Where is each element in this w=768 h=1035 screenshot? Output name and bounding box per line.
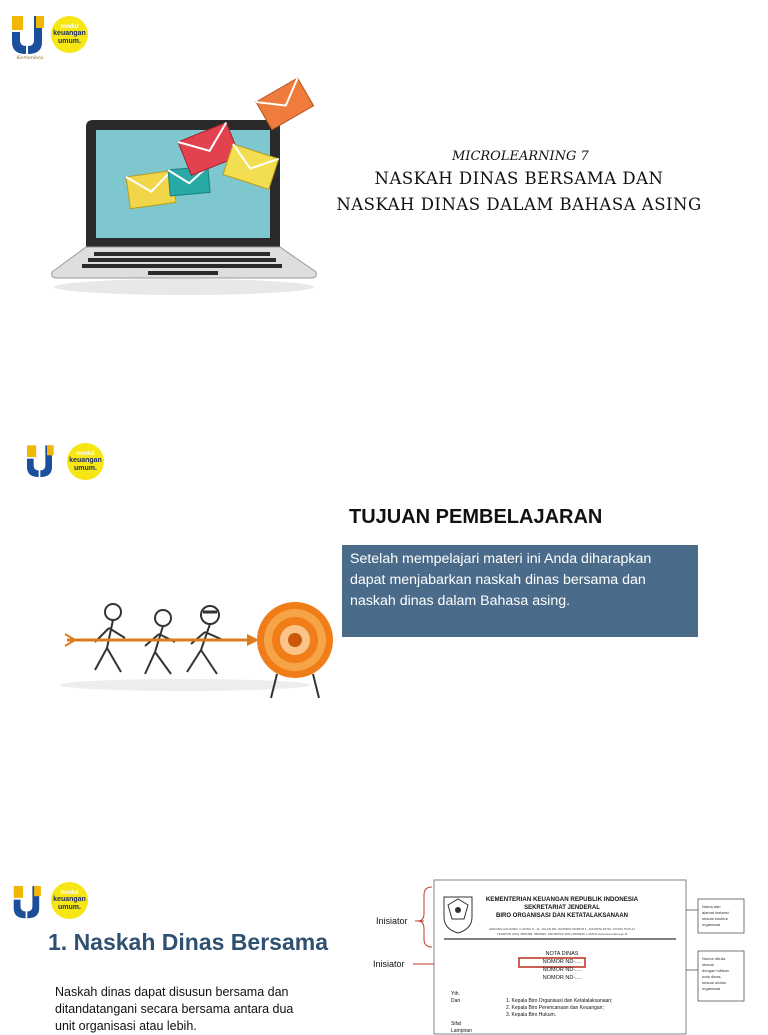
kop-address-2: TELEPON (021) 3846465, 3866929, FAKSIMILE (021) 3866930, LAMAN www.kemenkeu.go.id xyxy=(496,932,628,936)
note2-line1: Nomor ditulis xyxy=(702,956,726,961)
logo-line1: modul xyxy=(60,24,79,30)
note2-line6: organisasi xyxy=(702,986,721,991)
objective-line3: naskah dinas dalam Bahasa asing. xyxy=(350,593,571,609)
logo-line1: modul xyxy=(76,451,95,457)
body-line2: ditandatangani secara bersama antara dua xyxy=(55,1002,294,1016)
note1-line2: alamat instansi xyxy=(702,910,729,915)
kop-line3: BIRO ORGANISASI DAN KETATALAKSANAAN xyxy=(496,913,628,919)
logo-line2: keuangan xyxy=(53,896,86,904)
section-heading: 1. Naskah Dinas Bersama xyxy=(48,929,328,955)
objective-line2: dapat menjabarkan naskah dinas bersama dan xyxy=(350,572,646,588)
cover-title-line1: NASKAH DINAS BERSAMA DAN xyxy=(374,169,664,188)
logo-line1: modul xyxy=(60,890,79,896)
logo-line2: keuangan xyxy=(69,457,102,465)
note2-line3: dengan tuliisan xyxy=(702,968,729,973)
kop-line1: KEMENTERIAN KEUANGAN REPUBLIK INDONESIA xyxy=(485,896,639,903)
field-dari: Dari xyxy=(451,998,461,1004)
logo-line2: keuangan xyxy=(53,30,86,38)
field-lampiran: Lampiran xyxy=(451,1028,472,1034)
kop-address-1: GEDUNG DJUANDA I LANTAI 9 - 11, JALAN DR. WAHIDIN NOMOR 1, JAKARTA 10710, KOTAK POS 21 xyxy=(489,927,635,931)
slide-objective xyxy=(0,430,768,760)
target-figures-illustration xyxy=(55,590,345,695)
objective-line1: Setelah mempelajari materi ini Anda diharapkan xyxy=(350,551,652,567)
field-yth: Yth. xyxy=(451,991,460,997)
objective-box xyxy=(342,545,698,637)
microlearning-label: MICROLEARNING 7 xyxy=(452,149,589,164)
kemenkeu-logo-text: Kemenkeu xyxy=(16,55,44,61)
laptop-envelopes-illustration xyxy=(48,82,320,297)
note2-line5: sesuai urutan xyxy=(702,980,727,985)
section-body xyxy=(55,984,335,1035)
modul-keuangan-logo xyxy=(51,882,88,919)
logo-line3: umum. xyxy=(58,903,81,911)
initiator-label-1: Inisiator xyxy=(376,916,408,926)
field-sifat: Sifat xyxy=(451,1021,462,1027)
cover-title-line2: NASKAH DINAS DALAM BAHASA ASING xyxy=(336,195,702,214)
garuda-emblem-icon xyxy=(444,897,472,933)
dari-item-1: 1. Kepala Biro Organisasi dan Ketatalaksanaan; xyxy=(506,998,613,1004)
slide-cover xyxy=(0,0,768,345)
modul-keuangan-logo xyxy=(67,443,104,480)
body-line3: unit organisasi atau lebih. xyxy=(55,1019,197,1033)
nota-dinas-example-image xyxy=(362,875,747,1034)
initiator-label-2: Inisiator xyxy=(373,959,405,969)
body-line1: Naskah dinas dapat disusun bersama dan xyxy=(55,985,289,999)
note1-line4: organisasi xyxy=(702,922,721,927)
kemenkeu-logo-icon xyxy=(12,882,46,924)
slide-naskah-bersama xyxy=(0,865,768,1034)
note2-line2: sesuai xyxy=(702,962,714,967)
note1-line1: Nama dan xyxy=(702,904,721,909)
logo-line3: umum. xyxy=(74,464,97,472)
nomor-line3: NOMOR ND-.... xyxy=(542,975,582,981)
kemenkeu-logo-icon xyxy=(10,12,50,60)
dari-item-3: 3. Kepala Biro Hukum. xyxy=(506,1012,557,1018)
nomor-line2: NOMOR ND-.... xyxy=(542,967,582,973)
kemenkeu-logo-icon xyxy=(25,442,59,482)
modul-keuangan-logo xyxy=(51,16,88,53)
logo-line3: umum. xyxy=(58,37,81,45)
kop-line2: SEKRETARIAT JENDERAL xyxy=(524,905,600,911)
objective-heading: TUJUAN PEMBELAJARAN xyxy=(349,506,603,528)
nota-dinas-title: NOTA DINAS xyxy=(545,951,579,957)
note1-line3: sesuai struktur xyxy=(702,916,729,921)
nomor-line1: NOMOR ND-.... xyxy=(542,959,582,965)
dari-item-2: 2. Kepala Biro Perencanaan dan Keuangan; xyxy=(506,1005,604,1011)
note2-line4: nota dinas, xyxy=(702,974,722,979)
